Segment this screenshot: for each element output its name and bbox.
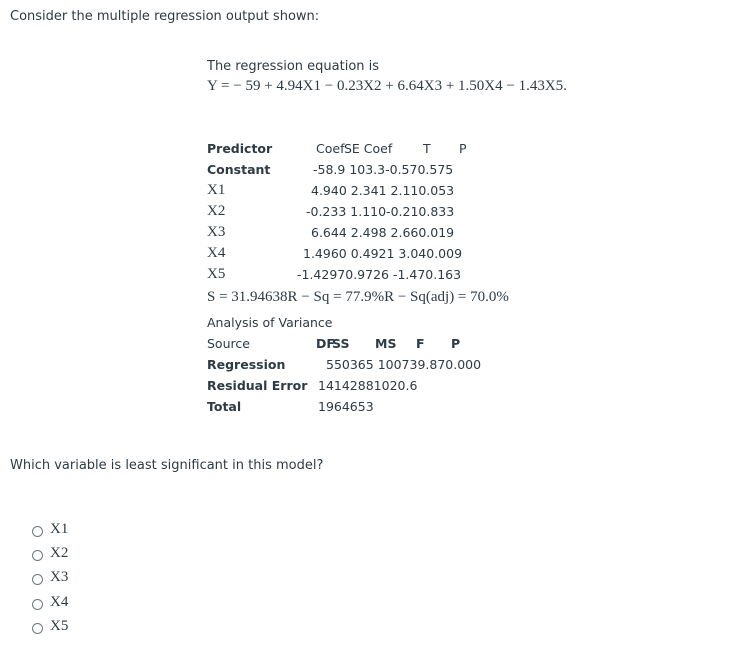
option-x3-label: X3 — [50, 569, 69, 585]
anova-header-source: Source — [207, 336, 250, 351]
row-x1-name: X1 — [207, 182, 226, 198]
question-prompt: Which variable is least significant in this model? — [10, 458, 324, 473]
anova-residual-values: 14142881020.6 — [318, 378, 418, 393]
radio-x4[interactable] — [32, 599, 43, 610]
row-x5-values: -1.42970.9726 -1.470.163 — [297, 267, 462, 282]
model-summary: S = 31.94638R − Sq = 77.9%R − Sq(adj) = 70.0% — [207, 289, 509, 305]
row-constant-name: Constant — [207, 162, 271, 177]
radio-x3[interactable] — [32, 574, 43, 585]
row-x4-values: 1.4960 0.4921 3.040.009 — [303, 246, 463, 261]
anova-header-ss: SS — [332, 336, 350, 351]
option-x4-label: X4 — [50, 594, 69, 610]
row-constant-values: -58.9 103.3-0.570.575 — [313, 162, 454, 177]
header-se-coef: SE Coef — [344, 141, 393, 156]
question-intro: Consider the multiple regression output shown: — [10, 9, 320, 24]
header-p: P — [459, 141, 467, 156]
radio-x2[interactable] — [32, 550, 43, 561]
row-x4-name: X4 — [207, 245, 226, 261]
anova-title: Analysis of Variance — [207, 315, 333, 330]
header-t: T — [423, 141, 431, 156]
radio-x5[interactable] — [32, 623, 43, 634]
row-x2-name: X2 — [207, 203, 226, 219]
row-x3-values: 6.644 2.498 2.660.019 — [311, 225, 455, 240]
row-x1-values: 4.940 2.341 2.110.053 — [311, 183, 455, 198]
anova-header-df: DF — [316, 336, 335, 351]
regression-equation: Y = − 59 + 4.94X1 − 0.23X2 + 6.64X3 + 1.50X4 − 1.43X5. — [207, 78, 567, 94]
anova-header-ms: MS — [375, 336, 397, 351]
row-x2-values: -0.233 1.110-0.210.833 — [306, 204, 455, 219]
option-x1-label: X1 — [50, 521, 69, 537]
header-predictor: Predictor — [207, 141, 273, 156]
anova-header-f: F — [416, 336, 425, 351]
option-x5-label: X5 — [50, 618, 69, 634]
radio-x1[interactable] — [32, 526, 43, 537]
row-x3-name: X3 — [207, 224, 226, 240]
anova-header-p: P — [451, 336, 461, 351]
anova-residual-name: Residual Error — [207, 378, 308, 393]
anova-regression-values: 550365 100739.870.000 — [326, 357, 482, 372]
header-coef: Coef — [316, 141, 345, 156]
option-x2-label: X2 — [50, 545, 69, 561]
anova-total-values: 1964653 — [318, 399, 374, 414]
anova-regression-name: Regression — [207, 357, 286, 372]
row-x5-name: X5 — [207, 266, 226, 282]
anova-total-name: Total — [207, 399, 242, 414]
regression-heading: The regression equation is — [207, 59, 380, 74]
